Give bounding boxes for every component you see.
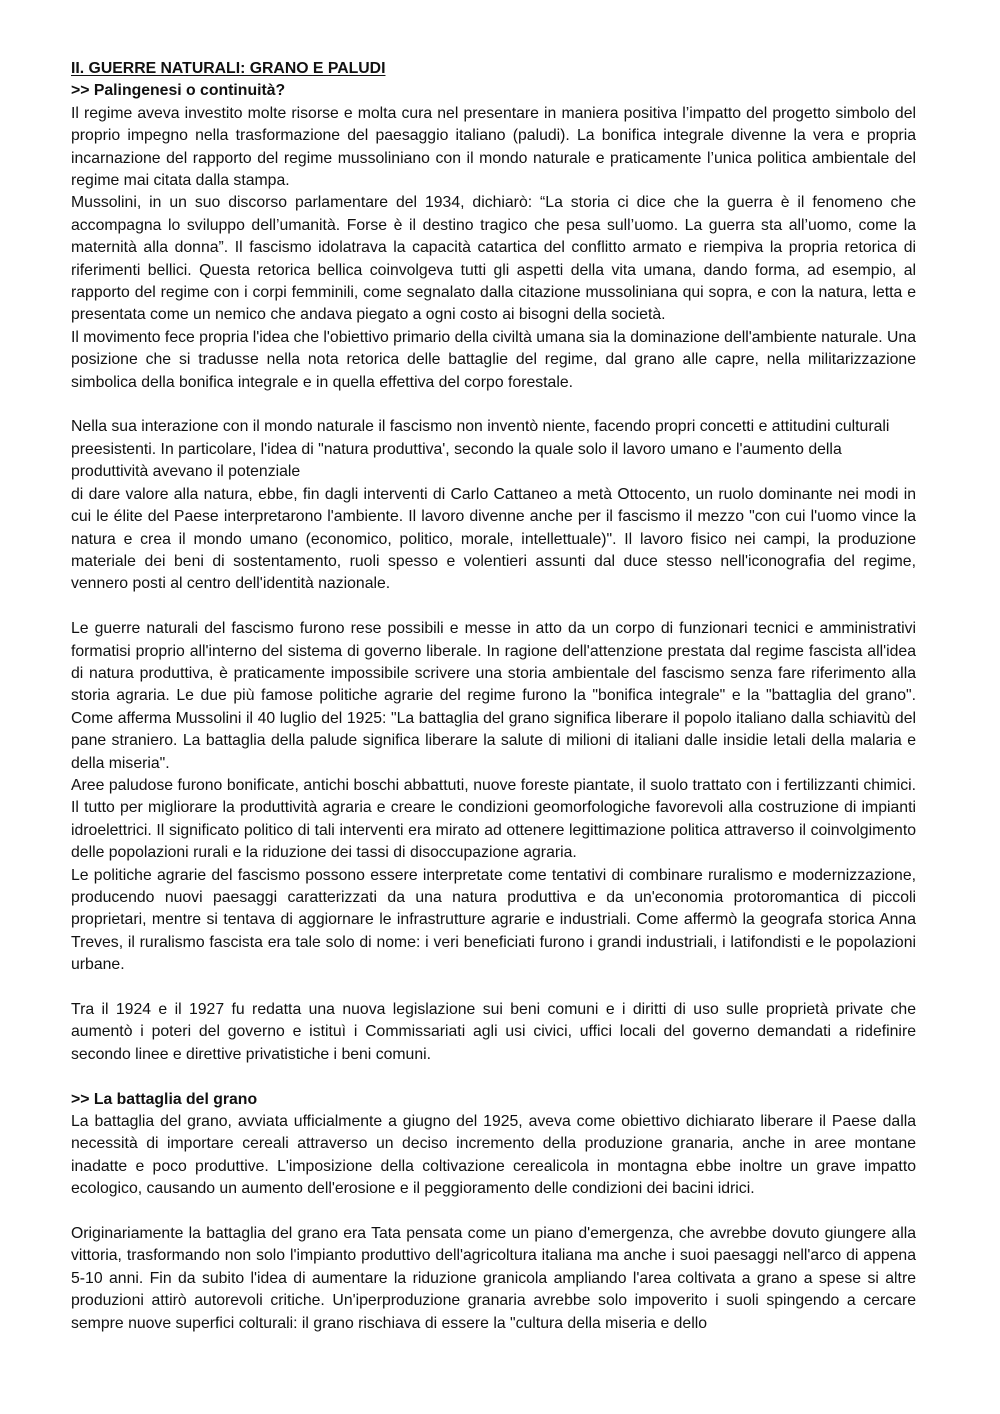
paragraph: Il movimento fece propria l'idea che l'obiettivo primario della civiltà umana sia la dominazione dell'ambiente naturale. Una posizione che si tradusse nella nota retorica delle battaglie del regime, dal grano alle capre, nella militarizzazione simbolica della bonifica integrale e in quella effettiva del corpo forestale.	[71, 328, 916, 391]
paragraph: Le guerre naturali del fascismo furono rese possibili e messe in atto da un corpo di funzionari tecnici e amministrativi formatisi proprio all'interno del sistema di governo liberale. In ragione dell'attenzione prestata dal regime fascista all'idea di natura produttiva, è praticamente impossibile scrivere una storia ambientale del fascismo senza fare riferimento alla storia agraria. Le due più famose politiche agrarie del regime furono la "bonifica integrale" e la "battaglia del grano". Come afferma Mussolini il 40 luglio del 1925: "La battaglia del grano significa liberare il popolo italiano dalla schiavitù del pane straniero. La battaglia della palude significa liberare la salute di milioni di italiani dalle insidie letali della malaria e della miseria".	[71, 620, 916, 772]
paragraph: di dare valore alla natura, ebbe, fin dagli interventi di Carlo Cattaneo a metà Ottocento, un ruolo dominante nei modi in cui le élite del Paese interpretarono l'ambiente. Il lavoro divenne anche per il fascismo il mezzo "con cui l'uomo vince la natura e crea il mondo umano (economico, politico, morale, intellettuale)". Il lavoro fisico nei campi, la produzione materiale dei beni di sostentamento, ruoli spesso e volentieri assunti dal duce stesso nell'iconografia del regime, vennero posti al centro dell'identità nazionale.	[71, 485, 916, 593]
paragraph-spacer	[71, 596, 916, 618]
section-heading: >> La battaglia del grano	[71, 1090, 258, 1108]
paragraph-spacer	[71, 977, 916, 999]
paragraph: Aree paludose furono bonificate, antichi boschi abbattuti, nuove foreste piantate, il suolo trattato con i fertilizzanti chimici. Il tutto per migliorare la produttività agraria e creare le condizioni geomorfologiche favorevoli alla costruzione di impianti idroelettrici. Il significato politico di tali interventi era mirato ad ottenere legittimazione politica attraverso il coinvolgimento delle popolazioni rurali e la riduzione dei tassi di disoccupazione agraria.	[71, 776, 916, 862]
paragraph-spacer	[71, 394, 916, 416]
chapter-title: II. GUERRE NATURALI: GRANO E PALUDI	[71, 60, 386, 77]
paragraph-spacer	[71, 1066, 916, 1088]
paragraph: Nella sua interazione con il mondo naturale il fascismo non inventò niente, facendo propri concetti e attitudini culturali preesistenti. In particolare, l'idea di "natura produttiva', secondo la quale solo il lavoro umano e l'aumento della produttività avevano il potenziale	[71, 418, 890, 481]
paragraph: Tra il 1924 e il 1927 fu redatta una nuova legislazione sui beni comuni e i diritti di uso sulle proprietà private che aumentò i poteri del governo e istituì i Commissariati agli usi civici, uffici locali del governo demandati a ridefinire secondo linee e direttive privatistiche i beni comuni.	[71, 1001, 916, 1063]
paragraph: Il regime aveva investito molte risorse e molta cura nel presentare in maniera positiva l’impatto del progetto simbolo del proprio impegno nella trasformazione del paesaggio italiano (paludi). La bonifica integrale divenne la vera e propria incarnazione del rapporto del regime mussoliniano con il mondo naturale e praticamente l’unica politica ambientale del regime mai citata dalla stampa.	[71, 104, 916, 190]
paragraph: La battaglia del grano, avviata ufficialmente a giugno del 1925, aveva come obiettivo dichiarato liberare il Paese dalla necessità di importare cereali attraverso un deciso incremento della produzione granaria, anche in aree montane inadatte e poco produttive. L'imposizione della coltivazione cerealicola in montagna ebbe inoltre un grave impatto ecologico, causando un aumento dell'erosione e il peggioramento delle condizioni dei bacini idrici.	[71, 1113, 916, 1198]
paragraph: Originariamente la battaglia del grano era Tata pensata come un piano d'emergenza, che avrebbe dovuto giungere alla vittoria, trasformando non solo l'impianto produttivo dell'agricoltura italiana ma anche i suoi paesaggi nell'arco di appena 5-10 anni. Fin da subito l'idea di aumentare la riduzione granicola ampliando l'area coltivata a grano a spese si altre produzioni attirò autorevoli critiche. Un'iperproduzione granaria avrebbe solo impoverito i suoli spingendo a cercare sempre nuove superfici colturali: il grano rischiava di essere la "cultura della miseria e dello	[71, 1225, 916, 1332]
document-page	[71, 58, 916, 1335]
paragraph: Le politiche agrarie del fascismo possono essere interpretate come tentativi di combinare ruralismo e modernizzazione, producendo nuovi paesaggi caratterizzati da una natura produttiva e da un'economia protoromantica di piccoli proprietari, mentre si tentava di aggiornare le infrastrutture agrarie e industriali. Come affermò la geografa storica Anna Treves, il ruralismo fascista era tale solo di nome: i veri beneficiati furono i grandi industriali, i latifondisti e le popolazioni urbane.	[71, 866, 916, 974]
paragraph-spacer	[71, 1201, 916, 1223]
section-heading: >> Palingenesi o continuità?	[71, 82, 286, 100]
paragraph: Mussolini, in un suo discorso parlamentare del 1934, dichiarò: “La storia ci dice che la guerra è il fenomeno che accompagna lo sviluppo dell’umanità. Forse è il destino tragico che pesa sull’uomo. La guerra sta all’uomo, come la maternità alla donna”. Il fascismo idolatrava la capacità catartica del conflitto armato e riempiva la propria retorica di riferimenti bellici. Questa retorica bellica coinvolgeva tutti gli aspetti della vita umana, dando forma, ad esempio, al rapporto del regime con i corpi femminili, come segnalato dalla citazione mussoliniana qui sopra, e con la natura, letta e presentata come un nemico che andava piegato a ogni costo ai bisogni della società.	[71, 194, 916, 324]
